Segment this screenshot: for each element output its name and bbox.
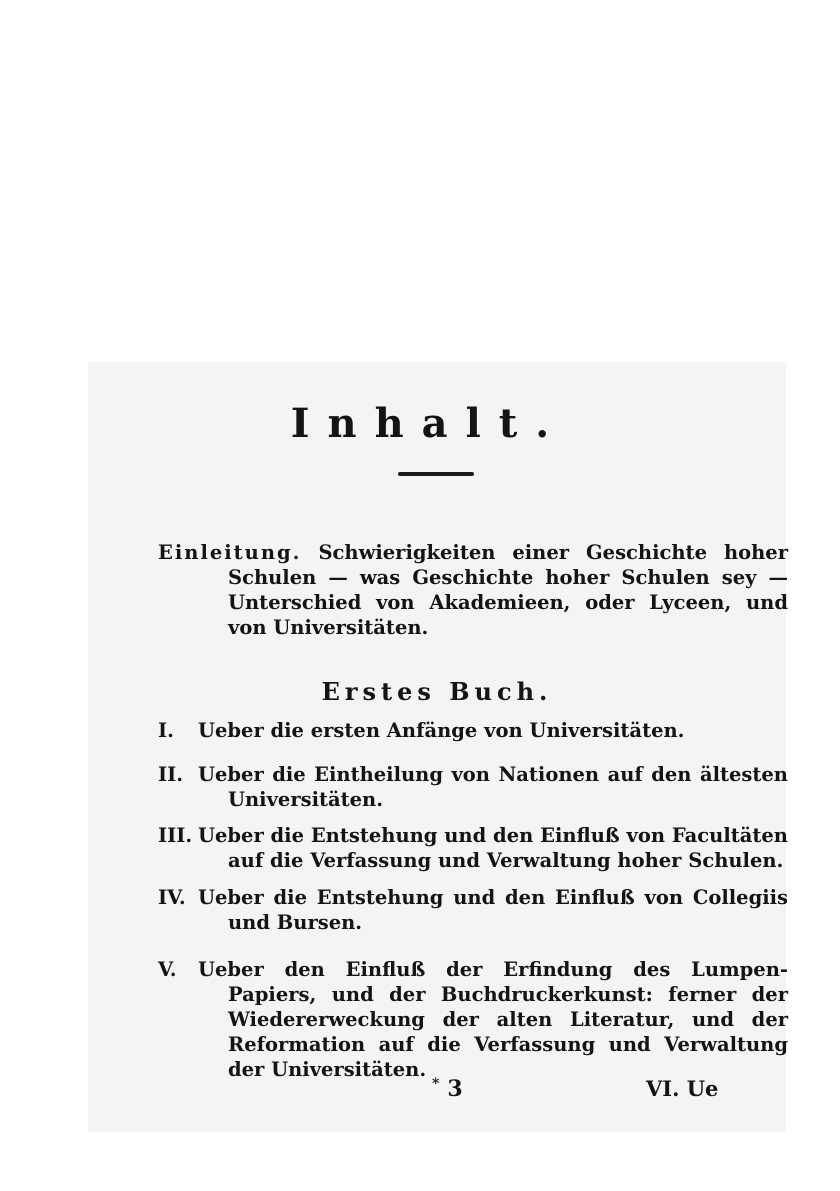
title-rule — [398, 472, 474, 476]
signature-star: * — [432, 1076, 440, 1092]
chapter-entry — [158, 823, 788, 873]
catchword: VI. Ue — [646, 1076, 719, 1101]
book-heading: Erstes Buch. — [321, 677, 553, 706]
chapter-numeral: II. — [158, 763, 184, 786]
signature-number: 3 — [447, 1076, 463, 1102]
chapter-numeral: V. — [158, 958, 177, 981]
signature-mark — [432, 1076, 463, 1102]
chapter-numeral: I. — [158, 719, 174, 742]
introduction-label: Einleitung. — [158, 541, 302, 564]
chapter-entry — [158, 885, 788, 935]
introduction-text: Schwierigkeiten einer Geschichte hoher Schulen — was Geschichte hoher Schulen sey — Unterschied von Akademieen, oder Lyceen, und von Universitäten. — [228, 541, 788, 639]
chapter-entry — [158, 718, 788, 743]
chapter-text: Ueber die ersten Anfänge von Universitäten. — [198, 719, 685, 742]
chapter-text: Ueber die Eintheilung von Nationen auf den ältesten Universitäten. — [198, 763, 788, 811]
chapter-text: Ueber den Einfluß der Erfindung des Lumpen-Papiers, und der Buchdruckerkunst: ferner der Wiedererweckung der alten Literatur, und der Reformation auf die Verfassung und Verwaltung der Universitäten. — [198, 958, 788, 1081]
chapter-entry — [158, 957, 788, 1082]
chapter-text: Ueber die Entstehung und den Einfluß von Facultäten auf die Verfassung und Verwaltung hoher Schulen. — [198, 824, 788, 872]
chapter-entry — [158, 762, 788, 812]
page-title: Inhalt. — [290, 400, 568, 447]
chapter-numeral: III. — [158, 824, 193, 847]
introduction-entry — [158, 540, 788, 640]
chapter-text: Ueber die Entstehung und den Einfluß von Collegiis und Bursen. — [198, 886, 788, 934]
chapter-numeral: IV. — [158, 886, 186, 909]
